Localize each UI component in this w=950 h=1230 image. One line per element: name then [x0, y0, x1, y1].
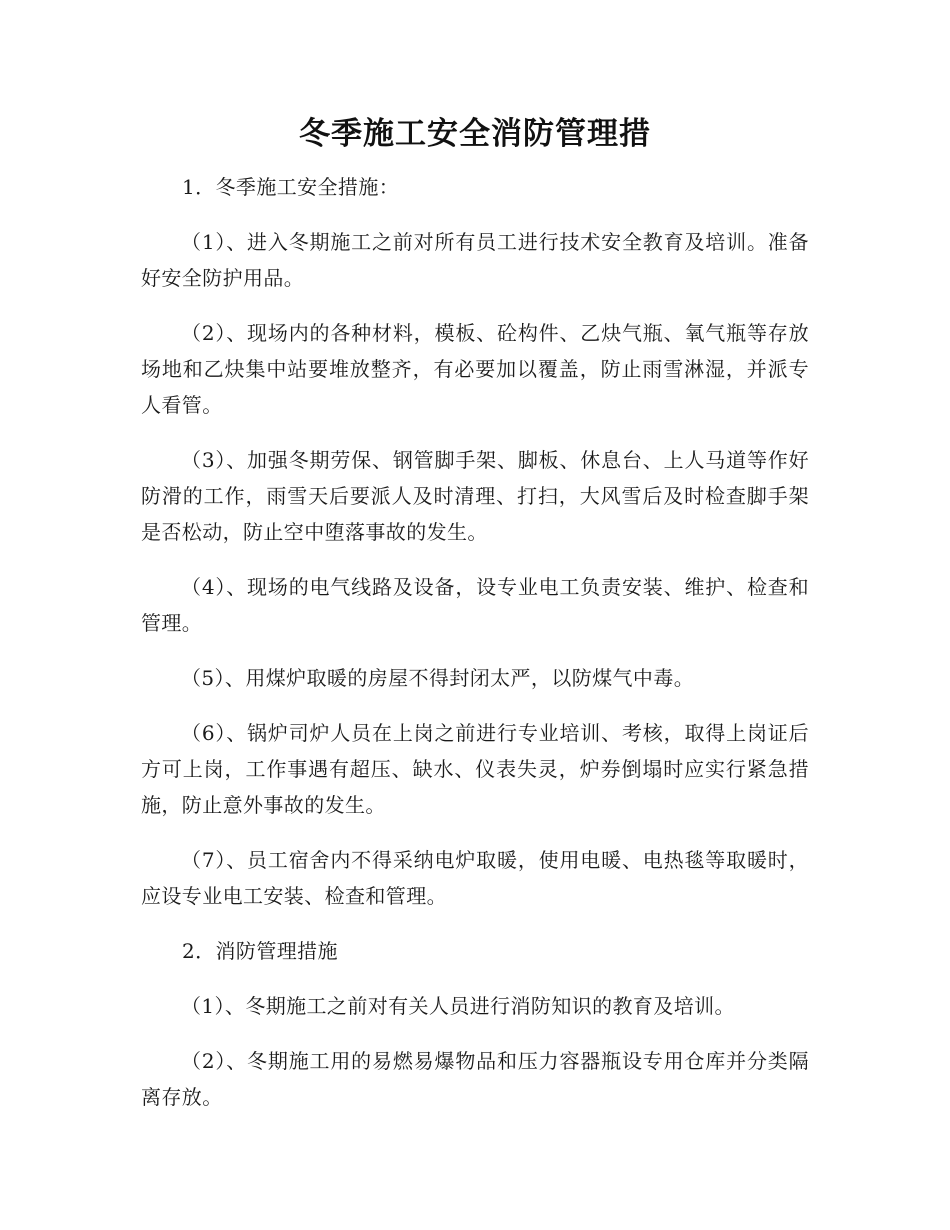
- list-item: （5）、用煤炉取暖的房屋不得封闭太严，以防煤气中毒。: [181, 666, 695, 690]
- document-body: [141, 169, 809, 1134]
- list-item: （1）、冬期施工之前对有关人员进行消防知识的教育及培训。: [181, 994, 735, 1018]
- list-item: （1）、进入冬期施工之前对所有员工进行技术安全教育及培训。准备好安全防护用品。: [141, 230, 809, 290]
- list-item: （7）、员工宿舍内不得采纳电炉取暖，使用电暖、电热毯等取暖时，应设专业电工安装、检查和管理。: [141, 848, 809, 908]
- list-item: （2）、现场内的各种材料，模板、砼构件、乙炔气瓶、氧气瓶等存放场地和乙炔集中站要堆放整齐，有必要加以覆盖，防止雨雪淋湿，并派专人看管。: [141, 321, 809, 417]
- document-title: 冬季施工安全消防管理措: [299, 116, 651, 152]
- list-item: （6）、锅炉司炉人员在上岗之前进行专业培训、考核，取得上岗证后方可上岗，工作事遇有超压、缺水、仪表失灵，炉券倒塌时应实行紧急措施，防止意外事故的发生。: [141, 721, 809, 817]
- list-item: （4）、现场的电气线路及设备，设专业电工负责安装、维护、检查和管理。: [141, 575, 809, 635]
- list-item: （2）、冬期施工用的易燃易爆物品和压力容器瓶设专用仓库并分类隔离存放。: [141, 1049, 809, 1109]
- list-item: （3）、加强冬期劳保、钢管脚手架、脚板、休息台、上人马道等作好防滑的工作，雨雪天后要派人及时清理、打扫，大风雪后及时检查脚手架是否松动，防止空中堕落事故的发生。: [141, 448, 809, 544]
- section-heading: 1．冬季施工安全措施：: [182, 175, 400, 199]
- section-heading: 2．消防管理措施: [182, 939, 338, 963]
